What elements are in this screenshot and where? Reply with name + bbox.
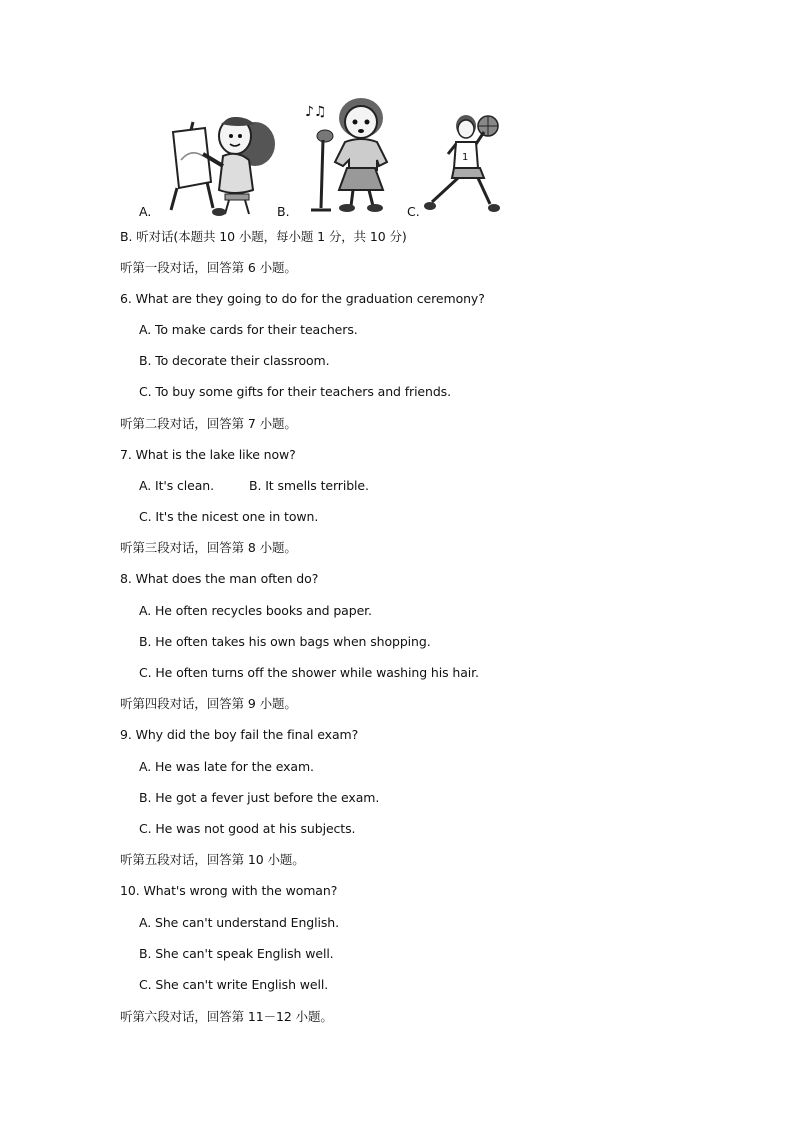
- option-a: A. To make cards for their teachers.: [139, 322, 358, 337]
- svg-text:♪♫: ♪♫: [305, 104, 327, 120]
- question-text: 6. What are they going to do for the graduation ceremony?: [120, 291, 485, 306]
- image-a-label: A.: [139, 204, 152, 219]
- option-a: A. He often recycles books and paper.: [139, 603, 372, 618]
- dialogue-intro: 听第三段对话，回答第 8 小题。: [120, 540, 297, 555]
- girl-singing-at-microphone-icon: [303, 96, 403, 216]
- dialogue-intro: 听第六段对话，回答第 11－12 小题。: [120, 1009, 333, 1024]
- dialogue-intro: 听第二段对话，回答第 7 小题。: [120, 416, 297, 431]
- question-text: 9. Why did the boy fail the final exam?: [120, 727, 359, 742]
- question-text: 8. What does the man often do?: [120, 571, 319, 586]
- option-c: C. To buy some gifts for their teachers and friends.: [139, 384, 451, 399]
- image-b-label: B.: [277, 204, 290, 219]
- option-b: B. He got a fever just before the exam.: [139, 790, 380, 805]
- option-c: C. He was not good at his subjects.: [139, 821, 356, 836]
- option-c: C. She can't write English well.: [139, 977, 329, 992]
- option-a: A. He was late for the exam.: [139, 759, 314, 774]
- option-a: A. She can't understand English.: [139, 915, 339, 930]
- option-a: A. It's clean.: [139, 478, 214, 493]
- svg-text:1: 1: [462, 152, 469, 163]
- section-header: B. 听对话(本题共 10 小题，每小题 1 分，共 10 分): [120, 229, 407, 244]
- girl-painting-at-easel-icon: [165, 110, 280, 220]
- option-c: C. It's the nicest one in town.: [139, 509, 319, 524]
- option-c: C. He often turns off the shower while washing his hair.: [139, 665, 479, 680]
- dialogue-intro: 听第五段对话，回答第 10 小题。: [120, 852, 305, 867]
- dialogue-intro: 听第四段对话，回答第 9 小题。: [120, 696, 297, 711]
- image-c-label: C.: [407, 204, 420, 219]
- question-text: 10. What's wrong with the woman?: [120, 883, 338, 898]
- dialogue-intro: 听第一段对话，回答第 6 小题。: [120, 260, 297, 275]
- option-b: B. It smells terrible.: [249, 478, 369, 493]
- option-b: B. To decorate their classroom.: [139, 353, 330, 368]
- girl-playing-basketball-icon: [424, 110, 508, 216]
- question-text: 7. What is the lake like now?: [120, 447, 296, 462]
- option-b: B. She can't speak English well.: [139, 946, 334, 961]
- option-b: B. He often takes his own bags when shopping.: [139, 634, 431, 649]
